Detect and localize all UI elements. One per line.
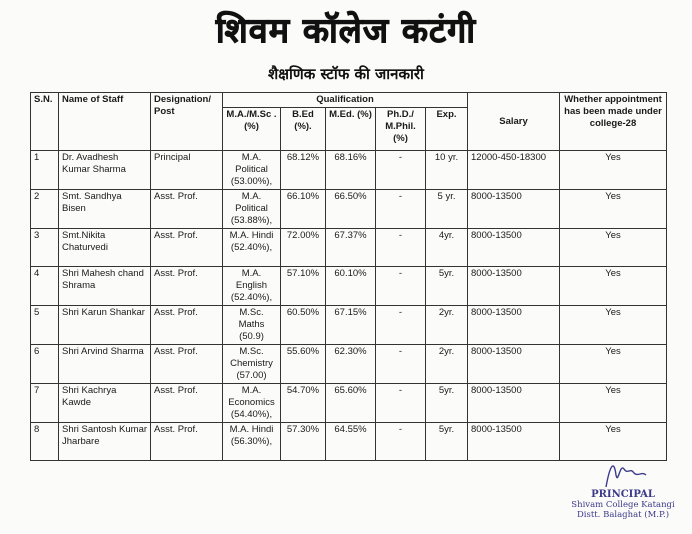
cell-salary: 8000-13500 (468, 423, 560, 461)
cell-bed: 57.10% (281, 267, 326, 306)
table-row (31, 190, 667, 229)
cell-name: Smt.Nikita Chaturvedi (59, 229, 151, 267)
cell-name: Shri Kachrya Kawde (59, 384, 151, 423)
cell-ma-msc: M.A. Economics (54.40%), (223, 384, 281, 423)
cell-exp: 2yr. (426, 306, 468, 345)
cell-name: Smt. Sandhya Bisen (59, 190, 151, 229)
cell-ma-msc: M.A. Hindi (52.40%), (223, 229, 281, 267)
cell-appointed: Yes (560, 229, 667, 267)
cell-name: Shri Mahesh chand Shrama (59, 267, 151, 306)
document-subtitle: शैक्षणिक स्टॉफ की जानकारी (268, 65, 424, 83)
cell-ma-msc: M.Sc. Maths (50.9) (223, 306, 281, 345)
header-appointment: Whether appointment has been made under college-28 (560, 93, 667, 151)
cell-phd: - (376, 345, 426, 384)
table-row (31, 345, 667, 384)
cell-phd: - (376, 190, 426, 229)
cell-bed: 55.60% (281, 345, 326, 384)
table-row (31, 151, 667, 190)
cell-med: 67.37% (326, 229, 376, 267)
header-qualification: Qualification (223, 93, 468, 108)
cell-sn: 7 (31, 384, 59, 423)
stamp-role: PRINCIPAL (591, 489, 655, 500)
cell-appointed: Yes (560, 384, 667, 423)
cell-bed: 68.12% (281, 151, 326, 190)
college-name-heading: शिवम कॉलेज कटंगी (215, 11, 477, 51)
cell-ma-msc: M.A. Political (53.00%), (223, 151, 281, 190)
table-row (31, 229, 667, 267)
cell-phd: - (376, 384, 426, 423)
cell-phd: - (376, 151, 426, 190)
cell-med: 62.30% (326, 345, 376, 384)
cell-appointed: Yes (560, 306, 667, 345)
stamp-college: Shivam College Katangi (571, 500, 675, 510)
cell-exp: 10 yr. (426, 151, 468, 190)
cell-appointed: Yes (560, 423, 667, 461)
header-exp: Exp. (426, 108, 468, 151)
header-ma-msc: M.A./M.Sc . (%) (223, 108, 281, 151)
cell-ma-msc: M.A. Political (53.88%), (223, 190, 281, 229)
header-designation: Designation/ Post (151, 93, 223, 151)
cell-post: Asst. Prof. (151, 345, 223, 384)
cell-exp: 5yr. (426, 423, 468, 461)
cell-post: Asst. Prof. (151, 229, 223, 267)
cell-appointed: Yes (560, 345, 667, 384)
header-bed: B.Ed (%). (281, 108, 326, 151)
cell-salary: 8000-13500 (468, 190, 560, 229)
cell-sn: 3 (31, 229, 59, 267)
cell-sn: 6 (31, 345, 59, 384)
cell-phd: - (376, 423, 426, 461)
header-med: M.Ed. (%) (326, 108, 376, 151)
cell-ma-msc: M.A. English (52.40%), (223, 267, 281, 306)
cell-ma-msc: M.A. Hindi (56.30%), (223, 423, 281, 461)
staff-table (30, 92, 667, 461)
signature-mark (600, 455, 650, 491)
header-sn: S.N. (31, 93, 59, 151)
cell-name: Shri Santosh Kumar Jharbare (59, 423, 151, 461)
cell-bed: 66.10% (281, 190, 326, 229)
cell-post: Asst. Prof. (151, 267, 223, 306)
cell-exp: 5yr. (426, 384, 468, 423)
cell-post: Asst. Prof. (151, 306, 223, 345)
cell-salary: 8000-13500 (468, 267, 560, 306)
cell-med: 65.60% (326, 384, 376, 423)
cell-sn: 2 (31, 190, 59, 229)
header-phd: Ph.D./ M.Phil. (%) (376, 108, 426, 151)
staff-rows (31, 151, 667, 461)
table-row (31, 306, 667, 345)
cell-name: Shri Arvind Sharma (59, 345, 151, 384)
cell-sn: 8 (31, 423, 59, 461)
table-row (31, 267, 667, 306)
cell-exp: 5 yr. (426, 190, 468, 229)
cell-salary: 8000-13500 (468, 306, 560, 345)
stamp-district: Distt. Balaghat (M.P.) (576, 510, 670, 520)
cell-salary: 8000-13500 (468, 384, 560, 423)
cell-post: Asst. Prof. (151, 423, 223, 461)
cell-bed: 54.70% (281, 384, 326, 423)
cell-salary: 12000-450-18300 (468, 151, 560, 190)
cell-exp: 2yr. (426, 345, 468, 384)
header-salary: Salary (468, 93, 560, 151)
cell-ma-msc: M.Sc. Chemistry (57.00) (223, 345, 281, 384)
cell-phd: - (376, 306, 426, 345)
principal-stamp (568, 490, 678, 520)
cell-salary: 8000-13500 (468, 345, 560, 384)
cell-med: 64.55% (326, 423, 376, 461)
cell-post: Asst. Prof. (151, 384, 223, 423)
cell-med: 66.50% (326, 190, 376, 229)
cell-post: Principal (151, 151, 223, 190)
cell-sn: 1 (31, 151, 59, 190)
cell-exp: 5yr. (426, 267, 468, 306)
cell-bed: 72.00% (281, 229, 326, 267)
cell-bed: 57.30% (281, 423, 326, 461)
cell-post: Asst. Prof. (151, 190, 223, 229)
cell-med: 68.16% (326, 151, 376, 190)
cell-sn: 5 (31, 306, 59, 345)
cell-phd: - (376, 267, 426, 306)
cell-name: Dr. Avadhesh Kumar Sharma (59, 151, 151, 190)
cell-med: 60.10% (326, 267, 376, 306)
cell-appointed: Yes (560, 190, 667, 229)
cell-sn: 4 (31, 267, 59, 306)
header-name: Name of Staff (59, 93, 151, 151)
cell-appointed: Yes (560, 151, 667, 190)
table-row (31, 384, 667, 423)
cell-name: Shri Karun Shankar (59, 306, 151, 345)
table-row (31, 423, 667, 461)
cell-med: 67.15% (326, 306, 376, 345)
cell-phd: - (376, 229, 426, 267)
cell-appointed: Yes (560, 267, 667, 306)
cell-salary: 8000-13500 (468, 229, 560, 267)
cell-bed: 60.50% (281, 306, 326, 345)
cell-exp: 4yr. (426, 229, 468, 267)
